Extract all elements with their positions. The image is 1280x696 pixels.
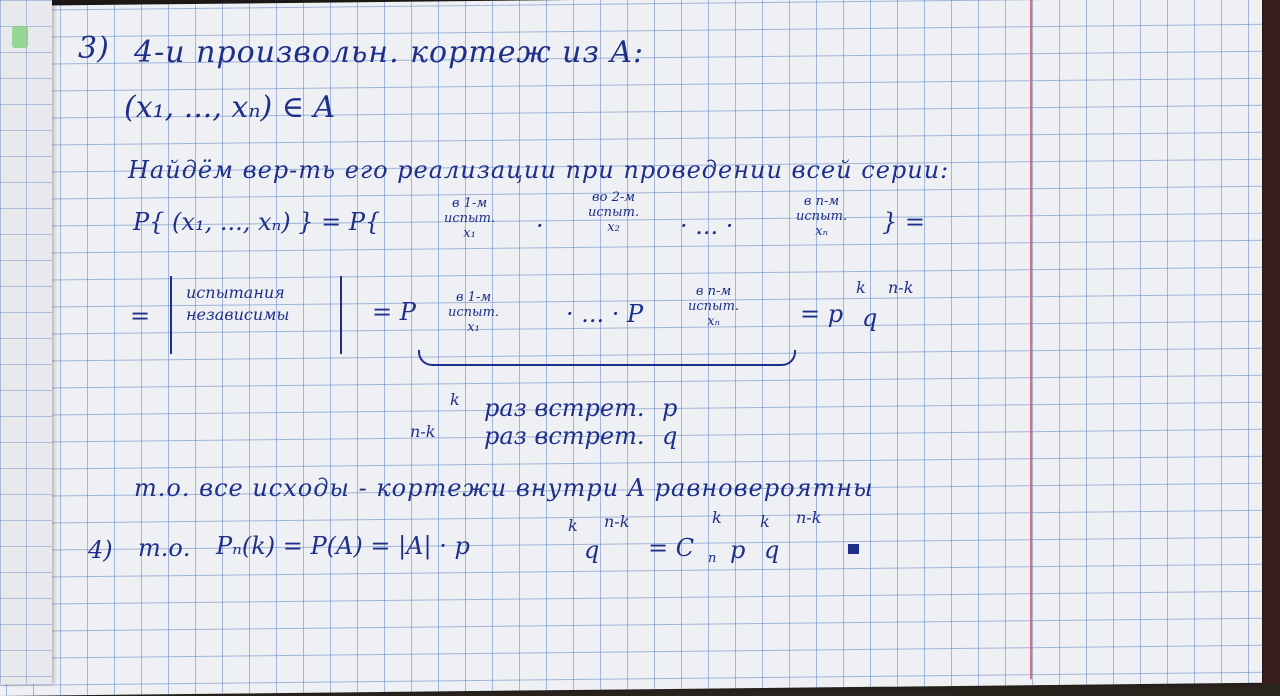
line7-exp-n-minus-k: n-k [604,512,630,531]
multiply-dot-1: · [536,212,544,240]
line7-exp-n-minus-k2: n-k [796,508,822,527]
line3-text: Найдём вер-ть его реализации при проведении всей серии: [128,156,950,184]
factor-trial-1: в 1-м испыт. x₁ [448,290,500,335]
line4-end: } = [882,208,926,236]
line7-q: q [584,536,600,564]
line7-eq-C: = C [648,534,695,562]
independence-note: испытания независимы [186,283,290,324]
under-k-text: раз встрет. [484,394,645,422]
factor-trial-n: в n-м испыт. xₙ [688,284,740,329]
left-notebook-sheet [0,0,52,684]
bar-left [170,276,172,354]
equals-P: = P [372,298,416,326]
line7-q2: q [764,536,780,564]
line6-conclusion: т.о. все исходы - кортежи внутри A равновероятны [134,474,874,502]
line7-C-sub-n: n [708,551,717,566]
green-tab [12,26,28,48]
line7-to: т.о. [138,534,191,562]
line7-C-sup-k: k [712,508,722,527]
margin-line [1030,0,1032,679]
line7-exp-k2: k [760,512,770,531]
line7-p: p [730,536,746,564]
under-p: p [662,394,678,422]
exp-k: k [856,278,866,297]
result-p: = p [800,300,844,328]
ellipsis-product-2: · ... · P [566,300,644,328]
item-number-4: 4) [88,536,113,564]
item-number-3: 3) [78,31,109,66]
bar-right [340,276,342,354]
line7-formula: Pₙ(k) = P(A) = |A| · p [216,532,470,560]
tuple-in-A: (x₁, ..., xₙ) ∈ A [124,90,336,125]
under-n-minus-k: n-k [410,422,436,441]
event-trial-2: во 2-м испыт. x₂ [588,190,640,235]
event-trial-1: в 1-м испыт. x₁ [444,196,496,241]
line1-text: 4-и произвольн. кортеж из A: [134,35,645,70]
result-q: q [862,304,878,332]
under-q: q [662,422,678,450]
line7-exp-k: k [568,516,578,535]
underbrace [418,350,796,366]
event-trial-n: в n-м испыт. xₙ [796,194,848,239]
qed-square [848,544,859,554]
under-k: k [450,390,460,409]
ellipsis-product: · ... · [680,212,734,240]
under-nk-text: раз встрет. [484,422,645,450]
probability-lhs: P{ (x₁, ..., xₙ) } = P{ [133,208,381,236]
exp-n-minus-k: n-k [888,278,914,297]
equals-sign: = [130,302,151,330]
